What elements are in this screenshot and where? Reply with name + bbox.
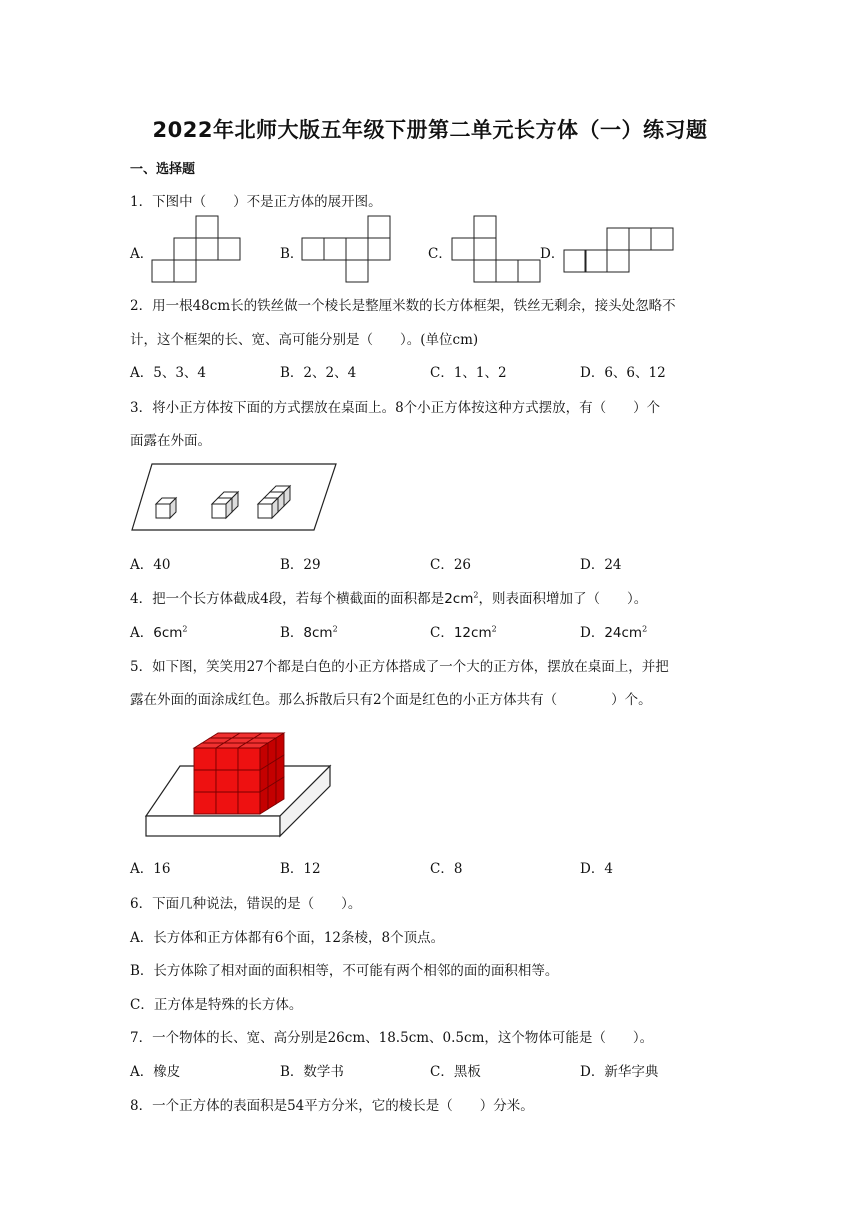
question-4-text — [130, 587, 647, 607]
net-d-label: D． — [540, 246, 565, 262]
cube-front-square — [238, 748, 260, 770]
red-cube — [194, 733, 284, 814]
question-1-figures — [130, 214, 690, 266]
question-3-figure — [130, 462, 340, 532]
option-b: B．$8cm^2$ — [280, 624, 338, 641]
option-b: B．12 — [280, 861, 321, 877]
question-1-text: 1．下图中（ ）不是正方体的展开图。 — [130, 194, 382, 210]
option-c: C．8 — [430, 861, 463, 877]
question-5-figure — [146, 730, 336, 840]
option-d: D．24 — [580, 557, 622, 573]
question-6-option-b: B．长方体除了相对面的面积相等，不可能有两个相邻的面的面积相等。 — [130, 963, 559, 979]
question-2-line-1: 2．用一根48cm长的铁丝做一个棱长是整厘米数的长方体框架，铁丝无剩余，接头处忽略不 — [130, 298, 676, 314]
cube-front-square — [194, 792, 216, 814]
cube-front-square — [238, 770, 260, 792]
option-a: A．40 — [130, 557, 171, 573]
option-d: D．$24cm^2$ — [580, 624, 648, 641]
question-6-text: 6．下面几种说法，错误的是（ ）。 — [130, 896, 362, 912]
net-a-label: A． — [130, 246, 154, 262]
question-3-line-2: 面露在外面。 — [130, 433, 211, 449]
option-c: C．1、1、2 — [430, 365, 507, 381]
cube-front-square — [238, 792, 260, 814]
question-8-text: 8．一个正方体的表面积是54平方分米，它的棱长是（ ）分米。 — [130, 1098, 534, 1114]
question-5-line-2: 露在外面的面涂成红色。那么拆散后只有2个面是红色的小正方体共有（ ）个。 — [130, 692, 652, 708]
net-c-label: C． — [428, 246, 452, 262]
net-a-figure — [152, 214, 242, 262]
question-3-line-1: 3．将小正方体按下面的方式摆放在桌面上。8个小正方体按这种方式摆放，有（ ）个 — [130, 400, 661, 416]
option-c: C．26 — [430, 557, 472, 573]
option-b: B．29 — [280, 557, 321, 573]
cube-side-square — [260, 787, 268, 814]
question-3-options — [130, 553, 730, 573]
net-b-label: B． — [280, 246, 304, 262]
option-d: D．4 — [580, 861, 613, 877]
question-4-area: 2cm — [444, 591, 474, 607]
question-2-line-2: 计，这个框架的长、宽、高可能分别是（ ）。(单位cm) — [130, 332, 479, 348]
question-4-area-exp: 2 — [473, 590, 479, 600]
section-heading: 一、选择题 — [130, 162, 196, 177]
option-d: D．6、6、12 — [580, 365, 666, 381]
cube-side-square — [268, 782, 276, 809]
net-c-figure — [452, 214, 542, 262]
option-a: A．16 — [130, 861, 171, 877]
question-6-option-c: C．正方体是特殊的长方体。 — [130, 997, 303, 1013]
option-a: A．$6cm^2$ — [130, 624, 188, 641]
cube-side-square — [276, 777, 284, 804]
option-c: C．$12cm^2$ — [430, 624, 497, 641]
option-d: D．新华字典 — [580, 1064, 659, 1080]
page-title: 2022年北师大版五年级下册第二单元长方体（一）练习题 — [152, 118, 708, 142]
question-4-options — [130, 621, 730, 641]
net-d-figure — [564, 214, 674, 262]
question-5-options — [130, 857, 730, 877]
option-b: B．数学书 — [280, 1064, 344, 1080]
option-b: B．2、2、4 — [280, 365, 357, 381]
question-5-line-1: 5．如下图，笑笑用27个都是白色的小正方体搭成了一个大的正方体，摆放在桌面上，并把 — [130, 659, 669, 675]
question-4-text-before: 4．把一个长方体截成4段，若每个横截面的面积都是 — [130, 591, 445, 607]
option-a: A．5、3、4 — [130, 365, 207, 381]
option-c: C．黑板 — [430, 1064, 481, 1080]
question-4-text-after: ，则表面积增加了（ ）。 — [478, 591, 648, 607]
cube-front-square — [216, 770, 238, 792]
question-2-options — [130, 361, 730, 381]
question-7-text: 7．一个物体的长、宽、高分别是26cm、18.5cm、0.5cm，这个物体可能是（ ）。 — [130, 1030, 654, 1046]
question-7-options — [130, 1060, 730, 1080]
cube-front-square — [194, 770, 216, 792]
cube-front-square — [216, 748, 238, 770]
option-a: A．橡皮 — [130, 1064, 181, 1080]
cube-front-square — [216, 792, 238, 814]
net-b-figure — [302, 214, 392, 262]
question-6-option-a: A．长方体和正方体都有6个面，12条棱，8个顶点。 — [130, 930, 445, 946]
cube-front-square — [194, 748, 216, 770]
